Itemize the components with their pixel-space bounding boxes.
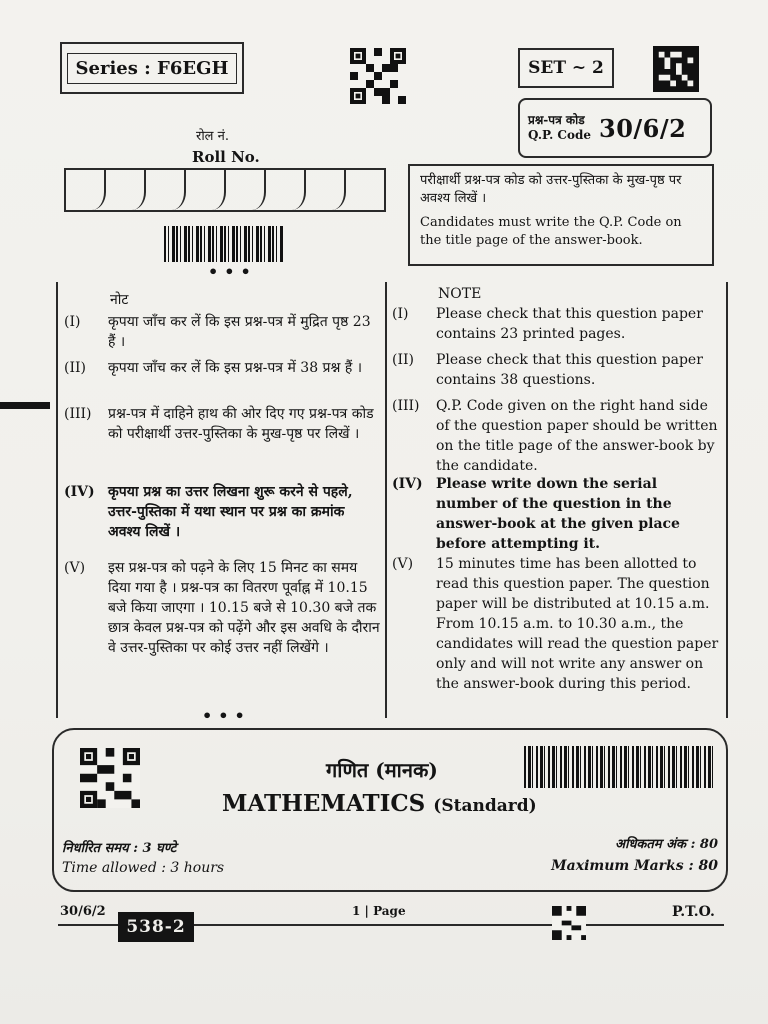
time-allowed-hindi: निर्धारित समय : 3 घण्टे (62, 841, 177, 856)
note-text-hindi: प्रश्न-पत्र में दाहिने हाथ की ओर दिए गए प्रश्न-पत्र कोड को परीक्षार्थी उत्तर-पुस्तिका के मुख-पृष्ठ पर लिखें । (108, 406, 374, 442)
note-item-english (392, 350, 722, 390)
note-number: (V) (392, 556, 414, 572)
note-text-hindi: कृपया जाँच कर लें कि इस प्रश्न-पत्र में 38 प्रश्न हैं । (108, 360, 363, 376)
series-box (60, 42, 244, 94)
note-item-hindi (64, 358, 380, 378)
note-item-english (392, 304, 722, 344)
note-text-english: Please check that this question paper contains 38 questions. (436, 352, 703, 388)
barcode-icon (524, 746, 714, 788)
roll-digit-box[interactable] (306, 170, 346, 210)
note-number: (IV) (392, 476, 423, 492)
roll-digit-box[interactable] (146, 170, 186, 210)
note-item-hindi (64, 482, 380, 542)
note-item-hindi (64, 558, 380, 658)
note-number: (V) (64, 560, 86, 576)
note-text-hindi: कृपया प्रश्न का उत्तर लिखना शुरू करने से पहले, उत्तर-पुस्तिका में यथा स्थान पर प्रश्न का क्रमांक अवश्य लिखें । (108, 484, 353, 540)
note-number: (IV) (64, 484, 95, 500)
set-label: SET ~ 2 (528, 58, 604, 78)
note-text-hindi: कृपया जाँच कर लें कि इस प्रश्न-पत्र में मुद्रित पृष्ठ 23 हैं । (108, 314, 371, 350)
qp-code-value: 30/6/2 (599, 113, 687, 143)
qp-label-hindi: प्रश्न-पत्र कोड (528, 113, 585, 127)
set-box (518, 48, 614, 88)
max-marks-hindi: अधिकतम अंक : 80 (615, 837, 718, 852)
note-number: (II) (64, 360, 86, 376)
note-text-english: Please check that this question paper contains 23 printed pages. (436, 306, 703, 342)
dots-separator: ••• (202, 706, 251, 725)
qp-label-english: Q.P. Code (528, 128, 592, 142)
instruction-english: Candidates must write the Q.P. Code on the title page of the answer-book. (420, 215, 682, 248)
note-number: (I) (64, 314, 81, 330)
subject-title-hindi: गणित (मानक) (326, 758, 438, 782)
roll-label-hindi: रोल नं. (196, 129, 229, 144)
qp-code-labels (528, 113, 591, 143)
note-number: (I) (392, 306, 409, 322)
margin-mark (0, 402, 50, 409)
roll-digit-box[interactable] (266, 170, 306, 210)
roll-digit-box[interactable] (66, 170, 106, 210)
barcode-icon (164, 226, 284, 262)
subject-title-english: MATHEMATICS (222, 790, 426, 817)
time-allowed-english: Time allowed : 3 hours (62, 860, 225, 876)
qr-code-icon (350, 48, 406, 104)
qp-code-box (518, 98, 712, 158)
column-rule-left (56, 282, 58, 718)
note-text-english: 15 minutes time has been allotted to read this question paper. The question paper will be distributed at 10.15 a.m. From 10.15 a.m. to 10.30 a.m., the candidates will read the question paper only and will not write any answer on the answer-book during this period. (436, 556, 719, 692)
page-number: 1 | Page (352, 904, 406, 918)
note-item-hindi (64, 312, 380, 352)
note-item-english (392, 396, 722, 476)
roll-digit-box[interactable] (346, 170, 384, 210)
roll-number-boxes[interactable] (64, 168, 386, 212)
dots-separator: ••• (208, 262, 257, 281)
note-number: (III) (392, 398, 420, 414)
column-rule-right (726, 282, 728, 718)
qp-instruction-box (408, 164, 714, 266)
footer-badge: 538-2 (118, 912, 194, 942)
note-item-english (392, 554, 722, 694)
note-heading-hindi: नोट (110, 292, 129, 308)
note-text-english: Please write down the serial number of the question in the answer-book at the given place before attempting it. (436, 476, 680, 552)
note-number: (II) (392, 352, 414, 368)
subject-variant: (Standard) (433, 796, 537, 816)
pto-label: P.T.O. (672, 904, 715, 920)
roll-digit-box[interactable] (226, 170, 266, 210)
note-item-english (392, 474, 722, 554)
column-rule-middle (385, 282, 387, 718)
data-matrix-icon (652, 46, 700, 92)
note-heading-english: NOTE (438, 286, 482, 302)
roll-label-english: Roll No. (192, 148, 260, 166)
note-number: (III) (64, 406, 92, 422)
footer-qp-code: 30/6/2 (60, 904, 106, 919)
subject-title (222, 790, 537, 817)
qr-code-icon (80, 748, 140, 808)
roll-digit-box[interactable] (106, 170, 146, 210)
qr-code-icon (552, 906, 586, 940)
roll-digit-box[interactable] (186, 170, 226, 210)
note-item-hindi (64, 404, 380, 444)
series-label: Series : F6EGH (67, 53, 238, 84)
note-text-hindi: इस प्रश्न-पत्र को पढ़ने के लिए 15 मिनट का समय दिया गया है । प्रश्न-पत्र का वितरण पूर्वाह्न में 10.15 बजे किया जाएगा । 10.15 बजे से 10.30 बजे तक छात्र केवल प्रश्न-पत्र को पढ़ेंगे और इस अवधि के दौरान वे उत्तर-पुस्तिका पर कोई उत्तर नहीं लिखेंगे । (108, 560, 380, 656)
instruction-hindi: परीक्षार्थी प्रश्न-पत्र कोड को उत्तर-पुस्तिका के मुख-पृष्ठ पर अवश्य लिखें । (420, 173, 682, 206)
max-marks-english: Maximum Marks : 80 (551, 858, 718, 874)
note-text-english: Q.P. Code given on the right hand side of the question paper should be written on the title page of the answer-book by the candidate. (436, 398, 718, 474)
